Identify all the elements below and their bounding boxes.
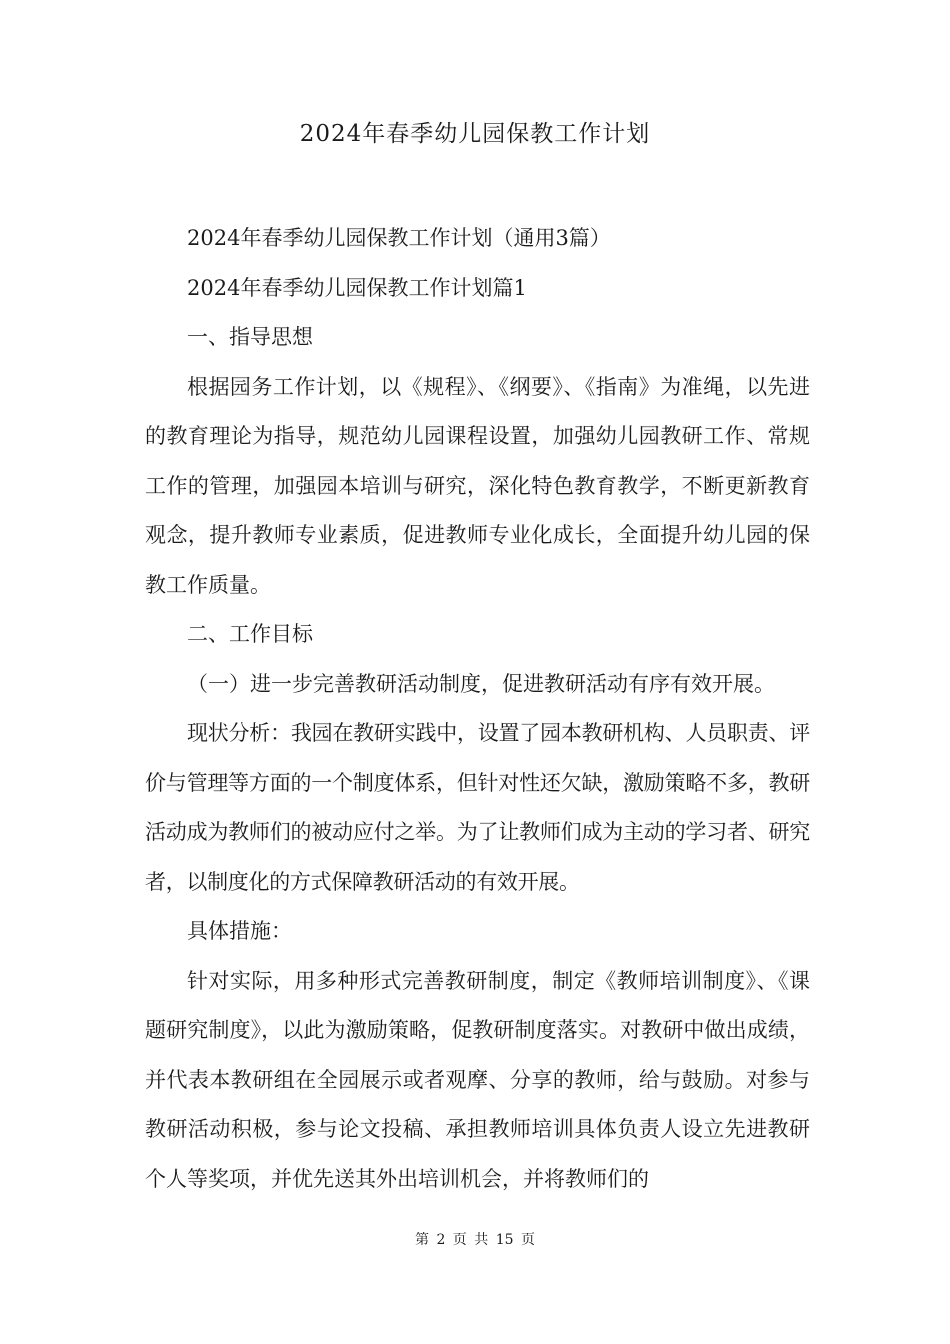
paragraph-measures: 针对实际，用多种形式完善教研制度，制定《教师培训制度》、《课题研究制度》，以此为激励策略，促教研制度落实。对教研中做出成绩，并代表本教研组在全园展示或者观摩、分享的教师，给与鼓励。对参与教研活动积极，参与论文投稿、承担教师培训具体负责人设立先进教研个人等奖项，并优先送其外出培训机会，并将教师们的 <box>145 968 810 1191</box>
paragraph-status-analysis: 现状分析：我园在教研实践中，设置了园本教研机构、人员职责、评价与管理等方面的一个制度体系，但针对性还欠缺，激励策略不多，教研活动成为教师们的被动应付之举。为了让教师们成为主动的学习者、研究者，以制度化的方式保障教研活动的有效开展。 <box>145 721 810 894</box>
paragraph-guiding-thought: 根据园务工作计划，以《规程》、《纲要》、《指南》为准绳，以先进的教育理论为指导，规范幼儿园课程设置，加强幼儿园教研工作、常规工作的管理，加强园本培训与研究，深化特色教育教学，不断更新教育观念，提升教师专业素质，促进教师专业化成长，全面提升幼儿园的保教工作质量。 <box>145 374 810 597</box>
heading-work-goals: 二、工作目标 <box>187 622 313 646</box>
document-title: 2024年春季幼儿园保教工作计划 <box>299 121 651 147</box>
paragraph-subtitle: 2024年春季幼儿园保教工作计划（通用3篇） <box>187 226 611 250</box>
paragraph-goal-one: （一）进一步完善教研活动制度，促进教研活动有序有效开展。 <box>187 671 775 696</box>
heading-guiding-thought: 一、指导思想 <box>187 325 313 349</box>
paragraph-section-heading: 2024年春季幼儿园保教工作计划篇1 <box>187 275 527 300</box>
document-body <box>145 214 810 1204</box>
heading-measures: 具体措施： <box>187 919 292 943</box>
page-number: 第 2 页 共 15 页 <box>415 1232 535 1248</box>
